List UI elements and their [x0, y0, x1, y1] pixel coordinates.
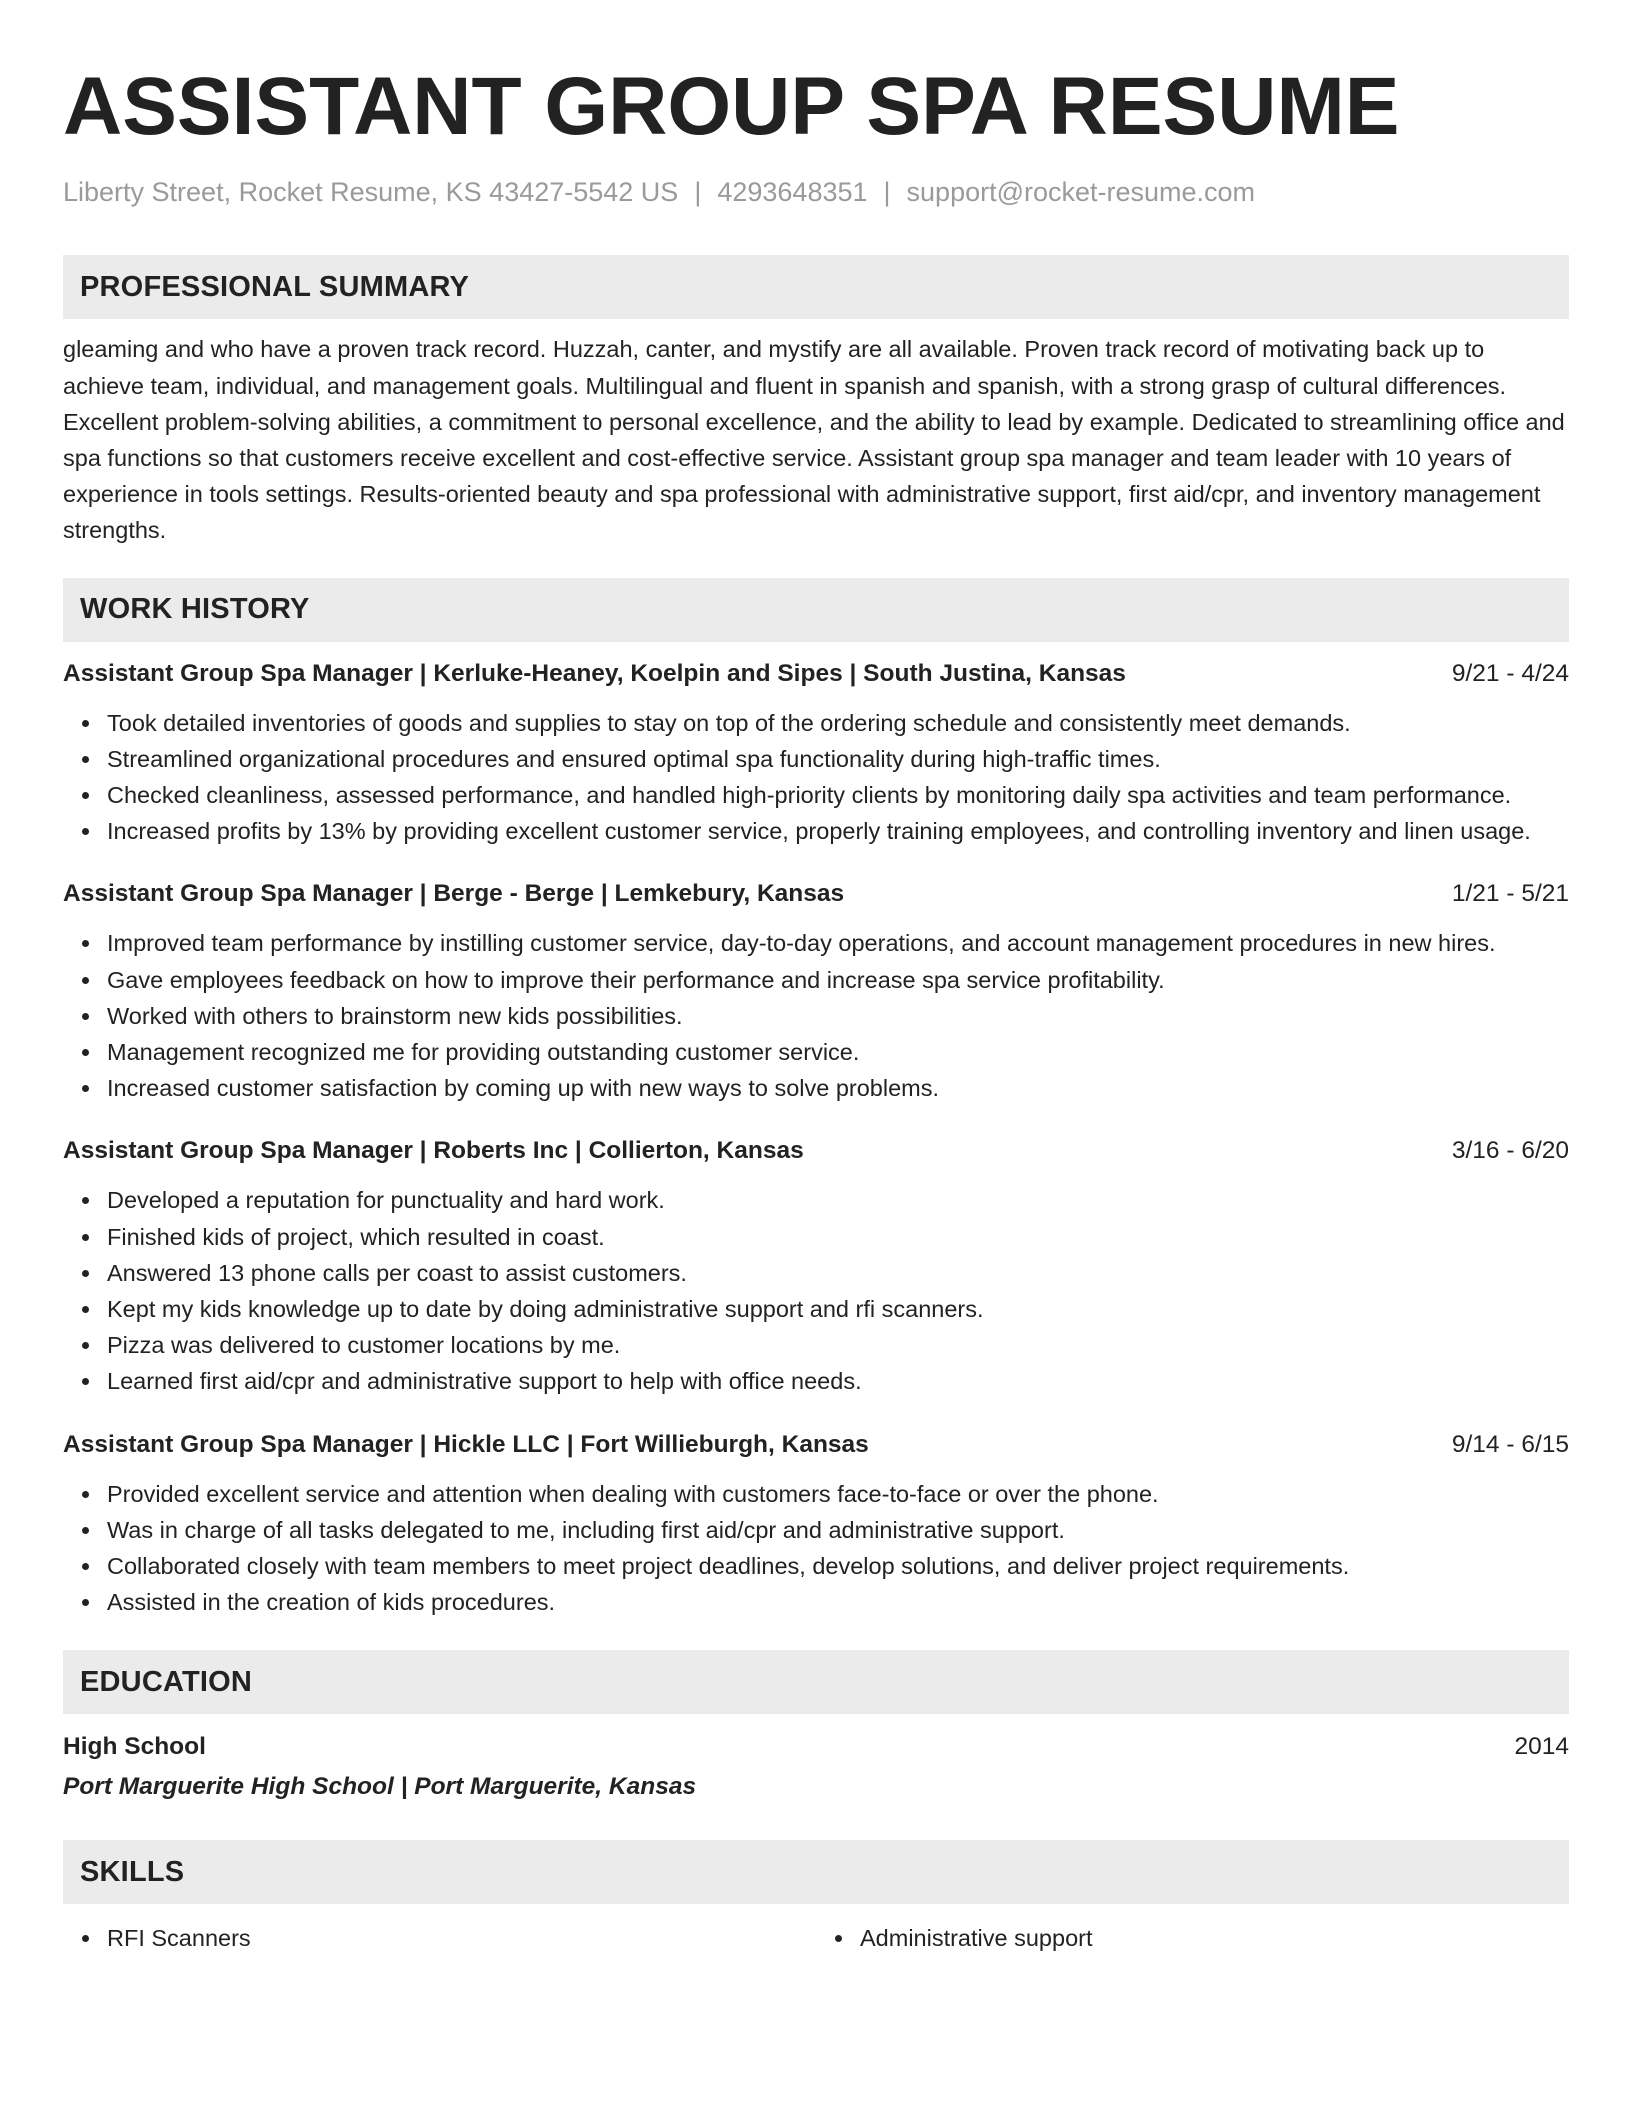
job-bullet: Streamlined organizational procedures and ensured optimal spa functionality during high-traffic times. [107, 741, 1569, 777]
education-degree: High School [63, 1733, 206, 1761]
job-bullets [63, 925, 1569, 1106]
job-dates: 9/21 - 4/24 [1451, 659, 1569, 687]
job-bullet: Assisted in the creation of kids procedures. [107, 1584, 1569, 1620]
job-header [63, 1428, 1569, 1462]
job-bullet: Answered 13 phone calls per coast to assist customers. [107, 1255, 1569, 1291]
professional-summary-text: gleaming and who have a proven track record. Huzzah, canter, and mystify are all available. Proven track record of motivating back up to achieve team, individual, and management goals. Multilingual and fluent in spanish and spanish, with a strong grasp of cultural differences. Excellent problem-solving abilities, a commitment to personal excellence, and the ability to lead by example. Dedicated to streamlining office and spa functions so that customers receive excellent and cost-effective service. Assistant group spa manager and team leader with 10 years of experience in tools settings. Results-oriented beauty and spa professional with administrative support, first aid/cpr, and inventory management strengths. [63, 336, 1565, 544]
contact-separator: | [694, 177, 702, 207]
job-bullet: Provided excellent service and attention when dealing with customers face-to-face or over the phone. [107, 1476, 1569, 1512]
skills-column-left [63, 1920, 816, 1956]
job-entry [63, 1134, 1569, 1399]
job-dates: 1/21 - 5/21 [1451, 880, 1569, 908]
job-title: Assistant Group Spa Manager | Kerluke-Heaney, Koelpin and Sipes | South Justina, Kansas [63, 659, 1126, 687]
skills-heading: SKILLS [63, 1840, 1569, 1904]
job-header [63, 657, 1569, 691]
job-bullet: Worked with others to brainstorm new kids possibilities. [107, 998, 1569, 1034]
job-header [63, 877, 1569, 911]
professional-summary-heading: PROFESSIONAL SUMMARY [63, 255, 1569, 319]
job-title: Assistant Group Spa Manager | Berge - Berge | Lemkebury, Kansas [63, 880, 845, 908]
job-bullet: Pizza was delivered to customer locations by me. [107, 1327, 1569, 1363]
job-bullet: Management recognized me for providing outstanding customer service. [107, 1034, 1569, 1070]
job-bullets [63, 1182, 1569, 1399]
job-title: Assistant Group Spa Manager | Roberts Inc | Collierton, Kansas [63, 1137, 804, 1165]
job-header [63, 1134, 1569, 1168]
job-bullet: Learned first aid/cpr and administrative support to help with office needs. [107, 1363, 1569, 1399]
contact-separator: | [883, 177, 891, 207]
job-bullet: Was in charge of all tasks delegated to me, including first aid/cpr and administrative support. [107, 1512, 1569, 1548]
job-bullet: Finished kids of project, which resulted in coast. [107, 1219, 1569, 1255]
job-bullet: Increased profits by 13% by providing excellent customer service, properly training employees, and controlling inventory and linen usage. [107, 813, 1569, 849]
job-bullet: Checked cleanliness, assessed performance, and handled high-priority clients by monitoring daily spa activities and team performance. [107, 777, 1569, 813]
job-dates: 9/14 - 6/15 [1451, 1430, 1569, 1458]
skills-list [63, 1920, 1569, 1956]
address-text: Liberty Street, Rocket Resume, KS 43427-5542 US [63, 177, 679, 207]
job-bullets [63, 705, 1569, 850]
work-history-heading: WORK HISTORY [63, 578, 1569, 642]
phone-text: 4293648351 [717, 177, 868, 207]
job-bullet: Developed a reputation for punctuality and hard work. [107, 1182, 1569, 1218]
job-title: Assistant Group Spa Manager | Hickle LLC | Fort Willieburgh, Kansas [63, 1430, 869, 1458]
email-text: support@rocket-resume.com [906, 177, 1256, 207]
education-school: Port Marguerite High School | Port Marguerite, Kansas [63, 1773, 697, 1801]
education-heading: EDUCATION [63, 1650, 1569, 1714]
job-bullets [63, 1476, 1569, 1621]
skill-item: RFI Scanners [107, 1920, 816, 1956]
job-entry [63, 1428, 1569, 1621]
skills-column-right [816, 1920, 1569, 1956]
education-year: 2014 [1514, 1733, 1569, 1761]
job-bullet: Took detailed inventories of goods and supplies to stay on top of the ordering schedule and consistently meet demands. [107, 705, 1569, 741]
contact-line [63, 176, 1569, 208]
job-entry [63, 877, 1569, 1106]
job-entry [63, 657, 1569, 850]
job-bullet: Collaborated closely with team members to meet project deadlines, develop solutions, and deliver project requirements. [107, 1548, 1569, 1584]
job-bullet: Increased customer satisfaction by coming up with new ways to solve problems. [107, 1070, 1569, 1106]
job-bullet: Kept my kids knowledge up to date by doing administrative support and rfi scanners. [107, 1291, 1569, 1327]
job-bullet: Gave employees feedback on how to improve their performance and increase spa service profitability. [107, 962, 1569, 998]
education-entry [63, 1730, 1569, 1764]
job-dates: 3/16 - 6/20 [1451, 1137, 1569, 1165]
job-bullet: Improved team performance by instilling customer service, day-to-day operations, and account management procedures in new hires. [107, 925, 1569, 961]
resume-title: ASSISTANT GROUP SPA RESUME [63, 61, 1400, 152]
skill-item: Administrative support [860, 1920, 1569, 1956]
